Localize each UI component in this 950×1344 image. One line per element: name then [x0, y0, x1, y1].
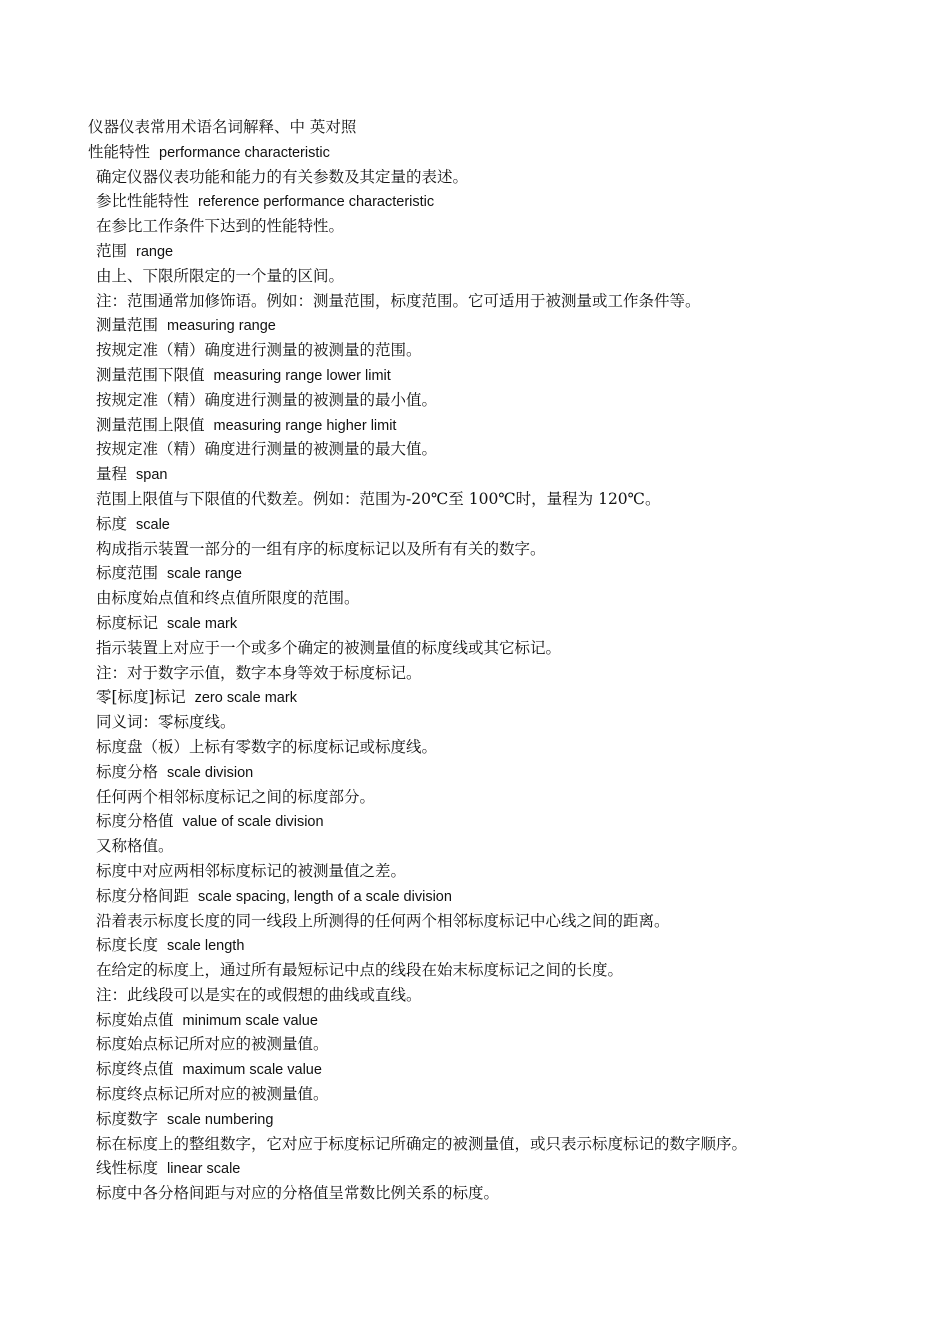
term-english: zero scale mark: [194, 690, 297, 707]
definition-text: 注：范围通常加修饰语。例如：测量范围，标度范围。它可适用于被测量或工作条件等。: [96, 291, 701, 310]
term-chinese: 测量范围: [96, 316, 159, 335]
definition-text: 标在标度上的整组数字，它对应于标度标记所确定的被测量值，或只表示标度标记的数字顺序。: [96, 1134, 748, 1153]
definition-text: 标度中各分格间距与对应的分格值呈常数比例关系的标度。: [96, 1184, 500, 1203]
term-chinese: 标度分格: [96, 762, 159, 781]
term-english: scale division: [167, 764, 254, 781]
definition-text: 标度盘（板）上标有零数字的标度标记或标度线。: [96, 737, 438, 756]
term-chinese: 标度数字: [96, 1109, 159, 1128]
term-english: scale mark: [167, 615, 238, 632]
term-chinese: 标度分格值: [96, 812, 174, 831]
term-entry: [88, 933, 928, 958]
term-chinese: 标度: [96, 514, 128, 533]
definition-text: 按规定准（精）确度进行测量的被测量的最大值。: [96, 440, 438, 459]
definition-text: 标度终点标记所对应的被测量值。: [96, 1085, 329, 1104]
term-chinese: 零[标度]标记: [96, 688, 186, 707]
term-english: measuring range: [167, 318, 276, 335]
definition-text: 由标度始点值和终点值所限度的范围。: [96, 589, 360, 608]
term-entry: [88, 462, 928, 487]
document-title: 仪器仪表常用术语名词解释、中 英对照: [88, 118, 357, 136]
term-entry: [88, 413, 928, 438]
term-entry: [88, 760, 928, 785]
term-english: performance characteristic: [159, 144, 330, 161]
definition-text: 沿着表示标度长度的同一线段上所测得的任何两个相邻标度标记中心线之间的距离。: [96, 911, 670, 930]
definition-text: 确定仪器仪表功能和能力的有关参数及其定量的表述。: [96, 167, 469, 186]
definition-text: 任何两个相邻标度标记之间的标度部分。: [96, 787, 376, 806]
term-entry: [88, 363, 928, 388]
term-entry: [88, 1107, 928, 1132]
definition-text: 按规定准（精）确度进行测量的被测量的范围。: [96, 341, 422, 360]
definition-text: 指示装置上对应于一个或多个确定的被测量值的标度线或其它标记。: [96, 638, 562, 657]
term-entry: [88, 1008, 928, 1033]
definition-text: 范围上限值与下限值的代数差。例如：范围为-20℃至 100℃时，量程为 120℃。: [96, 489, 661, 508]
term-entry: [88, 1156, 928, 1181]
term-chinese: 标度始点值: [96, 1010, 174, 1029]
term-english: linear scale: [167, 1161, 241, 1178]
term-chinese: 线性标度: [96, 1159, 159, 1178]
term-entry: [88, 313, 928, 338]
term-entry: [88, 140, 928, 165]
term-chinese: 测量范围下限值: [96, 365, 205, 384]
term-chinese: 性能特性: [88, 142, 151, 161]
term-english: minimum scale value: [182, 1012, 318, 1029]
definition-text: 注：此线段可以是实在的或假想的曲线或直线。: [96, 985, 422, 1004]
definition-text: 按规定准（精）确度进行测量的被测量的最小值。: [96, 390, 438, 409]
definition-text: 在参比工作条件下达到的性能特性。: [96, 217, 345, 236]
term-english: span: [136, 467, 168, 484]
term-chinese: 测量范围上限值: [96, 415, 205, 434]
term-entry: [88, 189, 928, 214]
term-english: scale length: [167, 938, 245, 955]
term-english: scale spacing, length of a scale division: [198, 888, 452, 905]
term-entry: [88, 512, 928, 537]
term-entry: [88, 1057, 928, 1082]
document-body: [88, 115, 928, 1206]
definition-text: 同义词：零标度线。: [96, 713, 236, 732]
term-chinese: 范围: [96, 241, 128, 260]
definition-text: 标度始点标记所对应的被测量值。: [96, 1035, 329, 1054]
term-chinese: 量程: [96, 465, 128, 484]
definition-text: 注：对于数字示值，数字本身等效于标度标记。: [96, 663, 422, 682]
term-entry: [88, 561, 928, 586]
term-entry: [88, 239, 928, 264]
term-english: reference performance characteristic: [198, 194, 435, 211]
definition-text: 构成指示装置一部分的一组有序的标度标记以及所有有关的数字。: [96, 539, 546, 558]
term-english: range: [136, 243, 174, 260]
term-english: value of scale division: [182, 814, 324, 831]
definition-text: 在给定的标度上，通过所有最短标记中点的线段在始末标度标记之间的长度。: [96, 961, 624, 980]
term-chinese: 标度分格间距: [96, 886, 190, 905]
term-chinese: 标度终点值: [96, 1060, 174, 1079]
term-english: measuring range higher limit: [213, 417, 397, 434]
term-chinese: 标度长度: [96, 936, 159, 955]
term-english: maximum scale value: [182, 1062, 322, 1079]
term-chinese: 标度范围: [96, 564, 159, 583]
definition-text: 由上、下限所限定的一个量的区间。: [96, 266, 345, 285]
term-chinese: 标度标记: [96, 613, 159, 632]
definition-text: 标度中对应两相邻标度标记的被测量值之差。: [96, 861, 407, 880]
term-english: scale: [136, 516, 170, 533]
term-english: scale numbering: [167, 1111, 274, 1128]
definition-text: 又称格值。: [96, 837, 174, 856]
term-chinese: 参比性能特性: [96, 192, 190, 211]
term-entry: [88, 685, 928, 710]
term-english: measuring range lower limit: [213, 367, 391, 384]
term-entry: [88, 809, 928, 834]
term-entry: [88, 611, 928, 636]
term-entry: [88, 884, 928, 909]
term-english: scale range: [167, 566, 242, 583]
